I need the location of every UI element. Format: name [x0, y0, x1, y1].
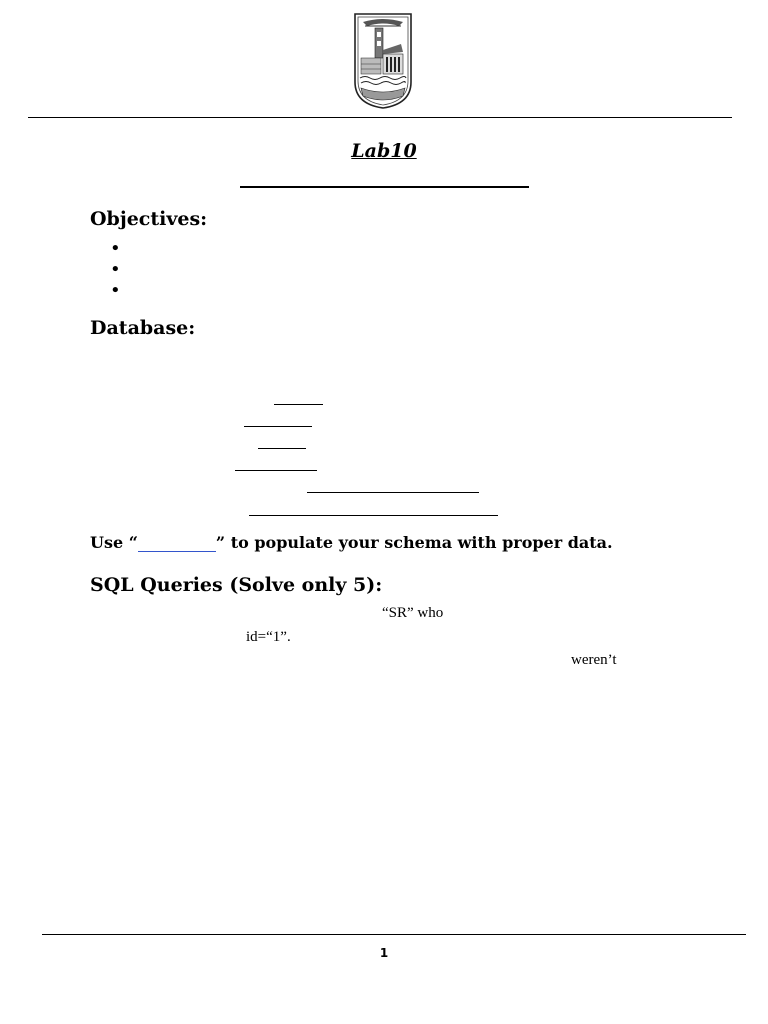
database-heading: Database: — [90, 317, 196, 339]
page-title: Lab10 — [351, 140, 417, 162]
schema-blank-line — [244, 426, 312, 427]
query-fragment: “SR” who — [382, 605, 444, 621]
schema-blank-line — [249, 515, 498, 516]
populate-instruction — [90, 533, 613, 552]
objectives-heading: Objectives: — [90, 208, 208, 230]
schema-blank-line — [235, 470, 317, 471]
university-crest-icon — [353, 12, 413, 110]
use-suffix: ” to populate your schema with proper data. — [215, 533, 613, 552]
query-fragment: id=“1”. — [246, 629, 291, 645]
objective-bullet: • — [110, 238, 121, 259]
query-fragment: weren’t — [571, 652, 617, 668]
schema-blank-line — [258, 448, 306, 449]
data-script-link[interactable] — [138, 535, 216, 552]
objective-bullet: • — [110, 280, 121, 301]
footer-rule — [42, 934, 746, 935]
schema-blank-line — [274, 404, 323, 405]
schema-blank-line — [307, 492, 479, 493]
objective-bullet: • — [110, 259, 121, 280]
sql-queries-heading: SQL Queries (Solve only 5): — [90, 574, 383, 596]
header-rule — [28, 117, 732, 118]
use-prefix: Use “ — [90, 533, 138, 552]
page-number: 1 — [379, 946, 389, 960]
title-underline-rule — [240, 186, 529, 188]
